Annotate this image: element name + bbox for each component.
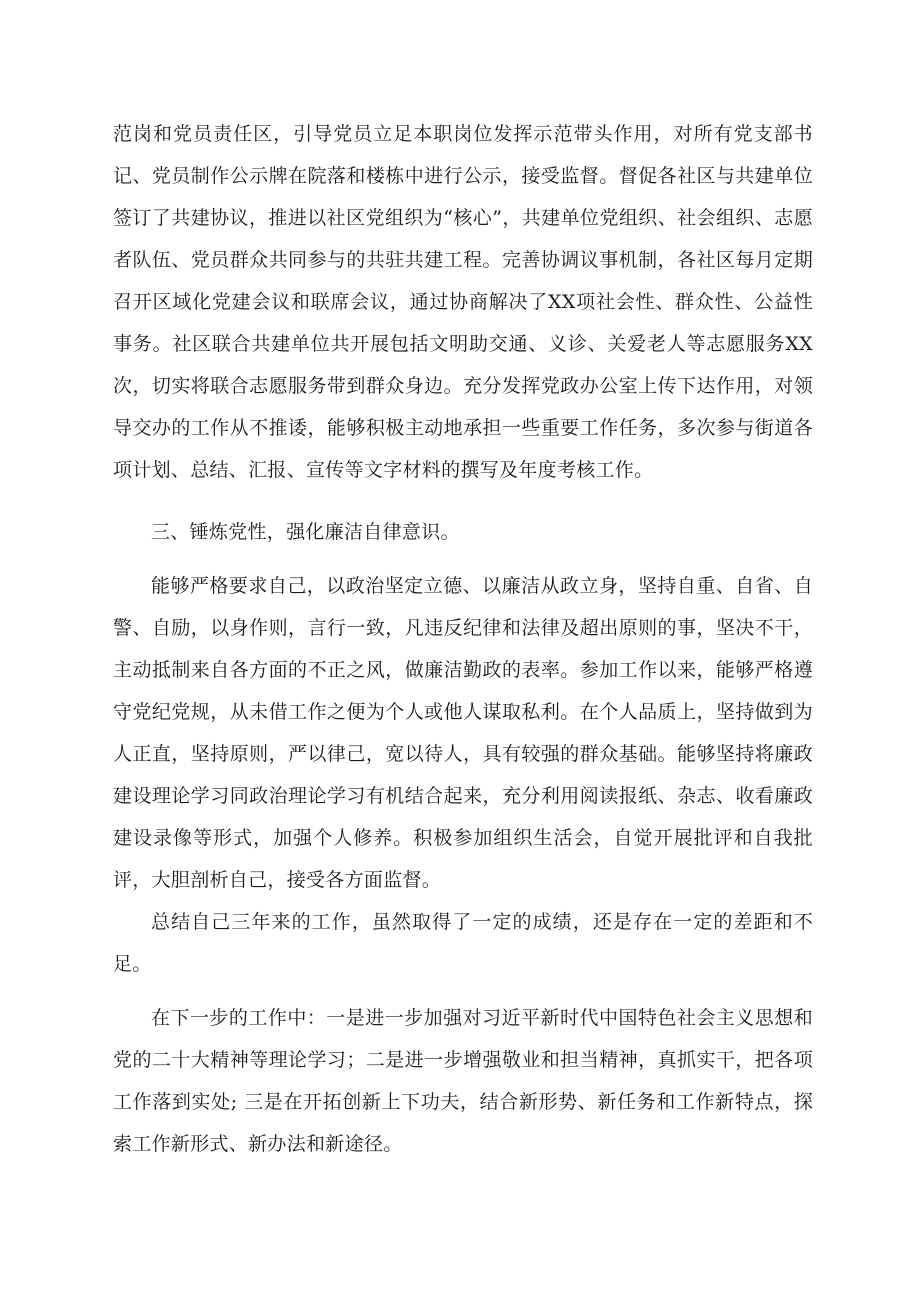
- paragraph-integrity: 能够严格要求自己，以政治坚定立德、以廉洁从政立身，坚持自重、自省、自警、自励，以身作则，言行一致，凡违反纪律和法律及超出原则的事，坚决不干，主动抵制来自各方面的不正之风，做廉洁勤政的表率。参加工作以来，能够严格遵守党纪党规，从未借工作之便为个人或他人谋取私利。在个人品质上，坚持做到为人正直，坚持原则，严以律己，宽以待人，具有较强的群众基础。能够坚持将廉政建设理论学习同政治理论学习有机结合起来，充分利用阅读报纸、杂志、收看廉政建设录像等形式，加强个人修养。积极参加组织生活会，自觉开展批评和自我批评，大胆剖析自己，接受各方面监督。: [113, 575, 813, 891]
- paragraph-community-work: 范岗和党员责任区，引导党员立足本职岗位发挥示范带头作用，对所有党支部书记、党员制作公示牌在院落和楼栋中进行公示，接受监督。督促各社区与共建单位签订了共建协议，推进以社区党组织为“核心”，共建单位党组织、社会组织、志愿者队伍、党员群众共同参与的共驻共建工程。完善协调议事机制，各社区每月定期召开区域化党建会议和联席会议，通过协商解决了XX项社会性、群众性、公益性事务。社区联合共建单位共开展包括文明助交通、义诊、关爱老人等志愿服务XX次，切实将联合志愿服务带到群众身边。充分发挥党政办公室上传下达作用，对领导交办的工作从不推诿，能够积极主动地承担一些重要工作任务，多次参与街道各项计划、总结、汇报、宣传等文字材料的撰写及年度考核工作。: [113, 123, 813, 481]
- section-heading-integrity: 三、锤炼党性，强化廉洁自律意识。: [151, 521, 460, 543]
- paragraph-next-steps: 在下一步的工作中：一是进一步加强对习近平新时代中国特色社会主义思想和党的二十大精神等理论学习；二是进一步增强敬业和担当精神，真抓实干，把各项工作落到实处; 三是在开拓创新上下功夫，结合新形势、新任务和工作新特点，探索工作新形式、新办法和新途径。: [113, 1007, 813, 1155]
- document-body: [113, 113, 813, 1165]
- paragraph-summary: 总结自己三年来的工作，虽然取得了一定的成绩，还是存在一定的差距和不足。: [113, 911, 813, 975]
